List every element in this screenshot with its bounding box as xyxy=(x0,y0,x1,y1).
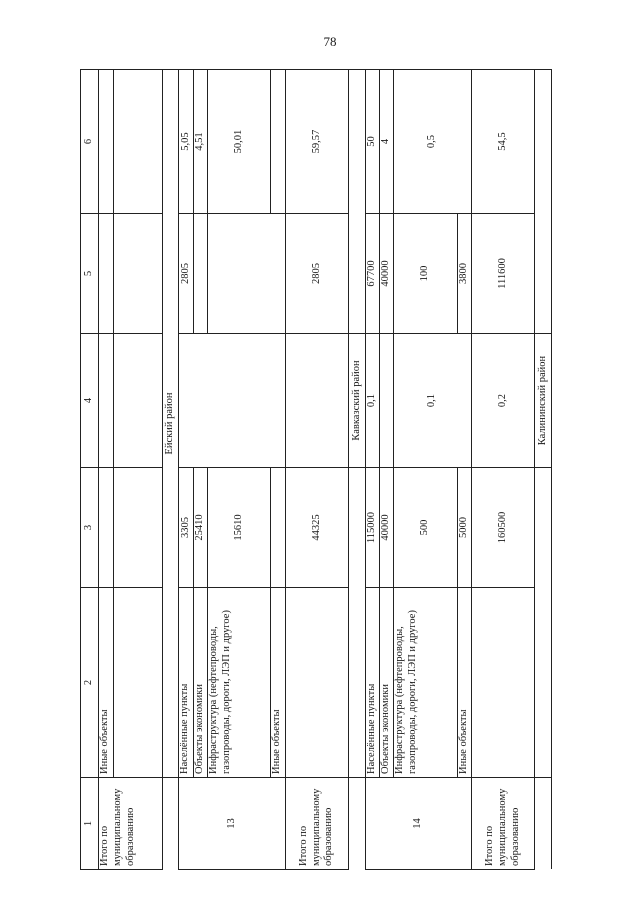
table-row xyxy=(271,70,285,870)
row-label: Инфраструктура (нефтепроводы, газопроводы, дороги, ЛЭП и другое) xyxy=(394,588,457,778)
data-table xyxy=(80,69,552,870)
cell: 0,1 xyxy=(394,334,472,468)
district-row xyxy=(535,70,552,870)
cell: 44325 xyxy=(285,468,348,588)
row-label: Иные объекты xyxy=(457,588,471,778)
cell: 3800 xyxy=(457,214,471,334)
cell: 111600 xyxy=(472,214,535,334)
table-row xyxy=(193,70,207,870)
cell: 2805 xyxy=(285,214,348,334)
header-col-2: 2 xyxy=(81,588,99,778)
table-row xyxy=(365,70,379,870)
header-col-5: 5 xyxy=(81,214,99,334)
row-label: Объекты экономики xyxy=(379,588,393,778)
cell xyxy=(285,334,348,468)
cell: 160500 xyxy=(472,468,535,588)
table-row xyxy=(394,70,457,870)
table-row xyxy=(113,70,162,870)
cell: 4,51 xyxy=(193,70,207,214)
cell: 59,57 xyxy=(285,70,348,214)
district-row xyxy=(349,70,365,870)
total-row xyxy=(472,70,535,870)
cell: 25410 xyxy=(193,468,207,588)
total-label: Итого по муниципальному образованию xyxy=(472,778,535,870)
header-col-6: 6 xyxy=(81,70,99,214)
district-name: Ейский район xyxy=(162,70,178,778)
cell: 15610 xyxy=(207,468,270,588)
cell: 50 xyxy=(365,70,379,214)
page-number: 78 xyxy=(323,34,337,49)
row-label: Объекты экономики xyxy=(193,588,207,778)
table-row xyxy=(207,70,270,870)
table-row xyxy=(99,70,113,870)
row-label: Иные объекты xyxy=(99,588,113,778)
cell: 40000 xyxy=(379,468,393,588)
cell: 115000 xyxy=(365,468,379,588)
total-label: Итого по муниципальному образованию xyxy=(99,778,162,870)
row-label: Иные объекты xyxy=(271,588,285,778)
cell: 5,05 xyxy=(179,70,193,214)
district-row xyxy=(162,70,178,870)
total-label: Итого по муниципальному образованию xyxy=(285,778,348,870)
cell: 40000 xyxy=(379,214,393,334)
cell: 54,5 xyxy=(472,70,535,214)
district-name: Кавказский район xyxy=(349,334,365,468)
cell: 5000 xyxy=(457,468,471,588)
total-row xyxy=(285,70,348,870)
cell: 0,1 xyxy=(365,334,379,468)
cell xyxy=(193,214,207,334)
header-col-3: 3 xyxy=(81,468,99,588)
cell: 2805 xyxy=(179,214,193,334)
table-row xyxy=(379,70,393,870)
table-row xyxy=(179,70,193,870)
header-col-1: 1 xyxy=(81,778,99,870)
cell: 4 xyxy=(379,70,393,214)
cell: 50,01 xyxy=(207,70,270,214)
district-name: Калининский район xyxy=(535,334,552,468)
row-label: Населённые пункты xyxy=(365,588,379,778)
cell: 3305 xyxy=(179,468,193,588)
cell: 100 xyxy=(394,214,457,334)
rotated-table-container xyxy=(80,70,552,870)
header-col-4: 4 xyxy=(81,334,99,468)
row-label: Населённые пункты xyxy=(179,588,193,778)
section-number: 13 xyxy=(179,778,285,870)
row-label: Инфраструктура (нефтепроводы, газопроводы, дороги, ЛЭП и другое) xyxy=(207,588,270,778)
header-row xyxy=(81,70,99,870)
section-number: 14 xyxy=(365,778,471,870)
cell: 0,2 xyxy=(472,334,535,468)
cell: 0,5 xyxy=(394,70,472,214)
cell: 500 xyxy=(394,468,457,588)
cell: 67700 xyxy=(365,214,379,334)
